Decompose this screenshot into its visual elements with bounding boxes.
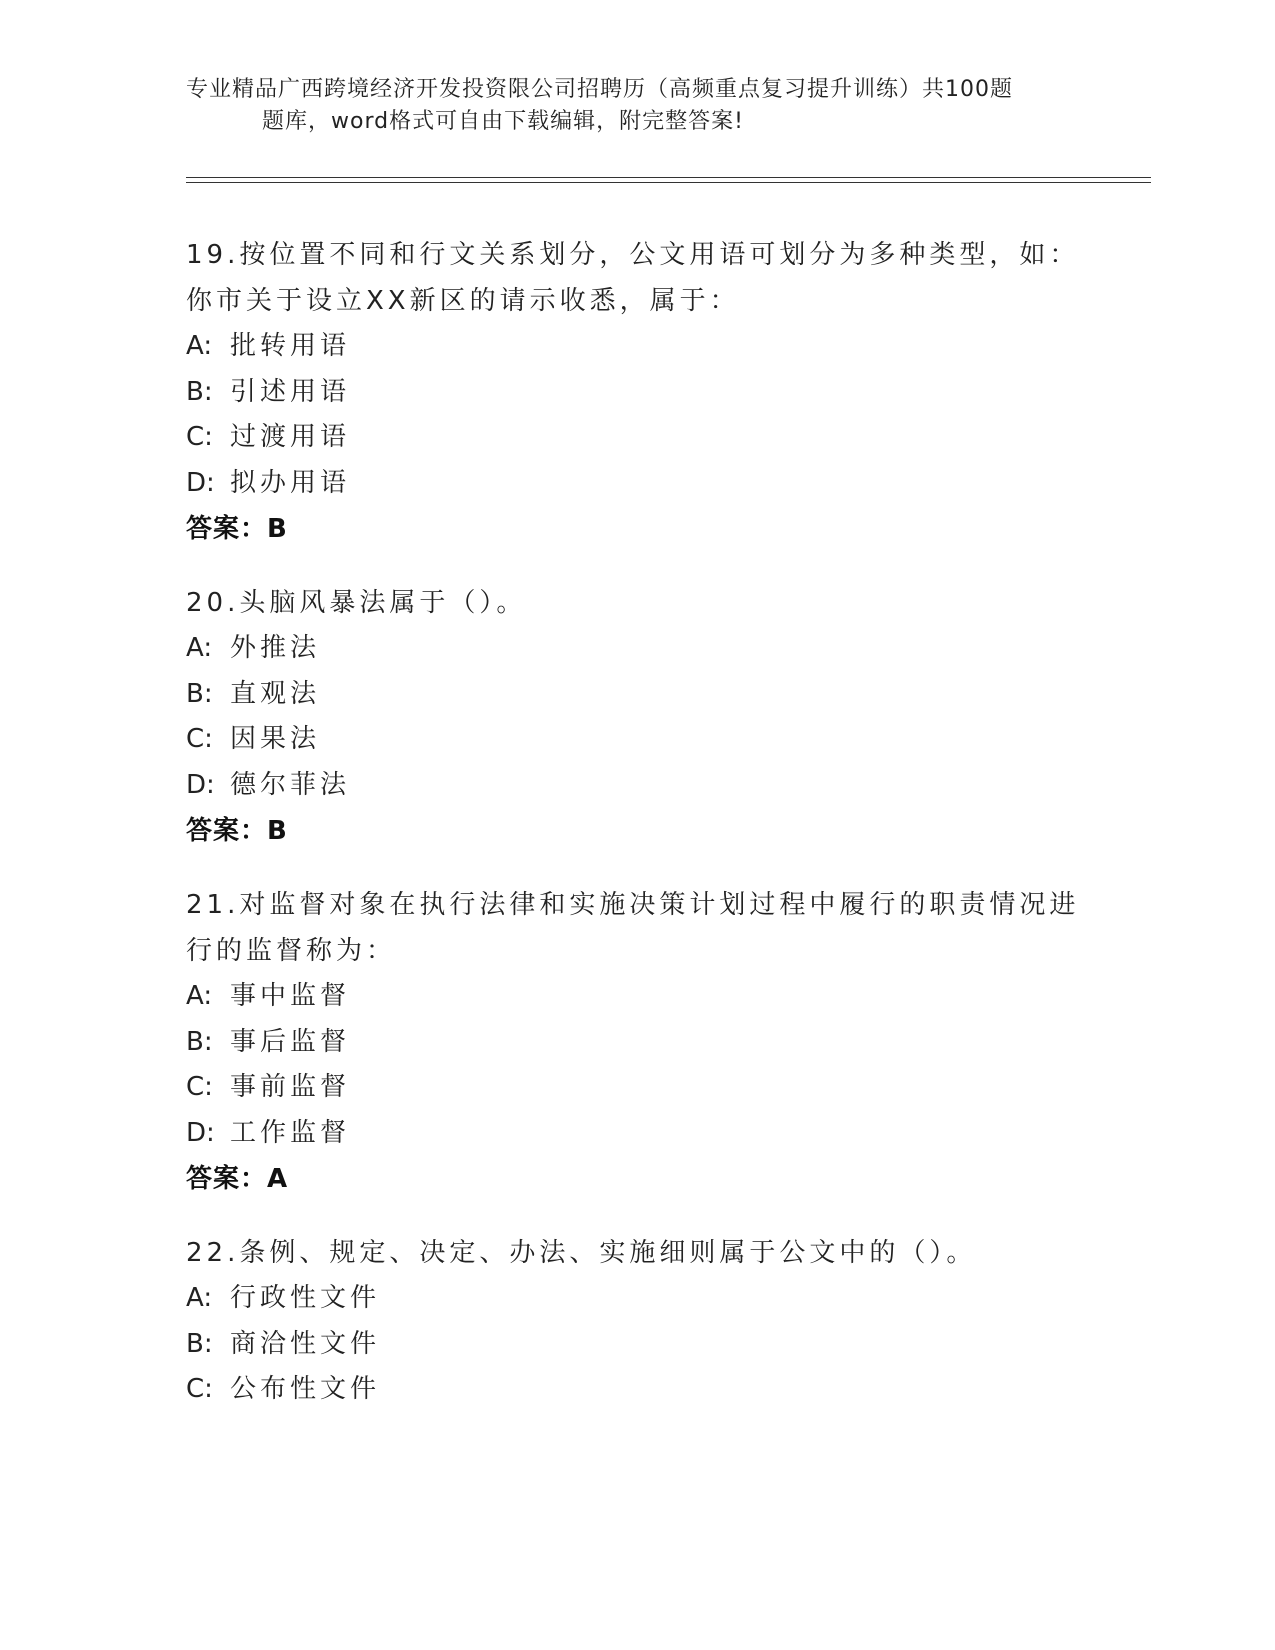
option-key: A: (186, 1283, 213, 1313)
header-divider-bottom (186, 182, 1151, 183)
answer: 答案：A (186, 1164, 289, 1194)
option-a (186, 626, 1086, 672)
question-text: 22.条例、规定、决定、办法、实施细则属于公文中的（）。 (186, 1238, 977, 1268)
option-text: 事后监督 (230, 1026, 351, 1057)
option-b (186, 672, 1086, 718)
question-21 (186, 882, 1086, 1202)
option-a (186, 324, 1086, 370)
option-text: 引述用语 (230, 376, 351, 407)
option-text: 工作监督 (230, 1117, 351, 1148)
option-text: 行政性文件 (230, 1283, 381, 1313)
option-a (186, 974, 1086, 1020)
option-key: D: (186, 769, 215, 800)
question-text: 19.按位置不同和行文关系划分，公文用语可划分为多种类型，如：你市关于设立XX新区的请示收悉，属于： (186, 240, 1080, 316)
option-key: A: (186, 981, 213, 1011)
option-text: 因果法 (230, 724, 321, 754)
option-text: 事前监督 (230, 1072, 351, 1102)
option-a (186, 1276, 1086, 1322)
answer: 答案：B (186, 816, 288, 846)
option-key: C: (186, 1374, 213, 1404)
option-d (186, 1111, 1086, 1157)
option-text: 商洽性文件 (230, 1328, 381, 1359)
option-text: 事中监督 (230, 981, 351, 1011)
option-text: 公布性文件 (230, 1374, 381, 1404)
option-c (186, 717, 1086, 763)
option-c (186, 1065, 1086, 1111)
option-text: 外推法 (230, 633, 321, 663)
option-b (186, 1020, 1086, 1066)
option-d (186, 461, 1086, 507)
header-divider-top (186, 177, 1151, 178)
option-text: 批转用语 (230, 331, 351, 361)
option-key: C: (186, 724, 213, 754)
option-key: C: (186, 1072, 213, 1102)
option-key: A: (186, 633, 213, 663)
option-key: A: (186, 331, 213, 361)
answer: 答案：B (186, 514, 288, 544)
option-b (186, 1322, 1086, 1368)
question-20 (186, 580, 1086, 854)
option-key: B: (186, 1328, 213, 1359)
option-key: C: (186, 422, 213, 452)
option-key: B: (186, 678, 213, 709)
question-list (186, 232, 1086, 1441)
document-header (186, 74, 1086, 138)
header-line-1: 专业精品广西跨境经济开发投资限公司招聘历（高频重点复习提升训练）共100题 (186, 77, 1013, 102)
option-c (186, 415, 1086, 461)
question-19 (186, 232, 1086, 552)
option-text: 直观法 (230, 678, 321, 709)
option-text: 过渡用语 (230, 422, 351, 452)
option-key: D: (186, 467, 215, 498)
header-line-2: 题库，word格式可自由下载编辑，附完整答案! (262, 109, 744, 134)
option-c (186, 1367, 1086, 1413)
option-key: B: (186, 376, 213, 407)
question-22 (186, 1230, 1086, 1413)
option-text: 德尔菲法 (230, 769, 351, 800)
option-key: B: (186, 1026, 213, 1057)
option-d (186, 763, 1086, 809)
option-text: 拟办用语 (230, 467, 351, 498)
question-text: 20.头脑风暴法属于（）。 (186, 588, 527, 618)
option-key: D: (186, 1117, 215, 1148)
option-b (186, 370, 1086, 416)
question-text: 21.对监督对象在执行法律和实施决策计划过程中履行的职责情况进行的监督称为： (186, 890, 1080, 966)
